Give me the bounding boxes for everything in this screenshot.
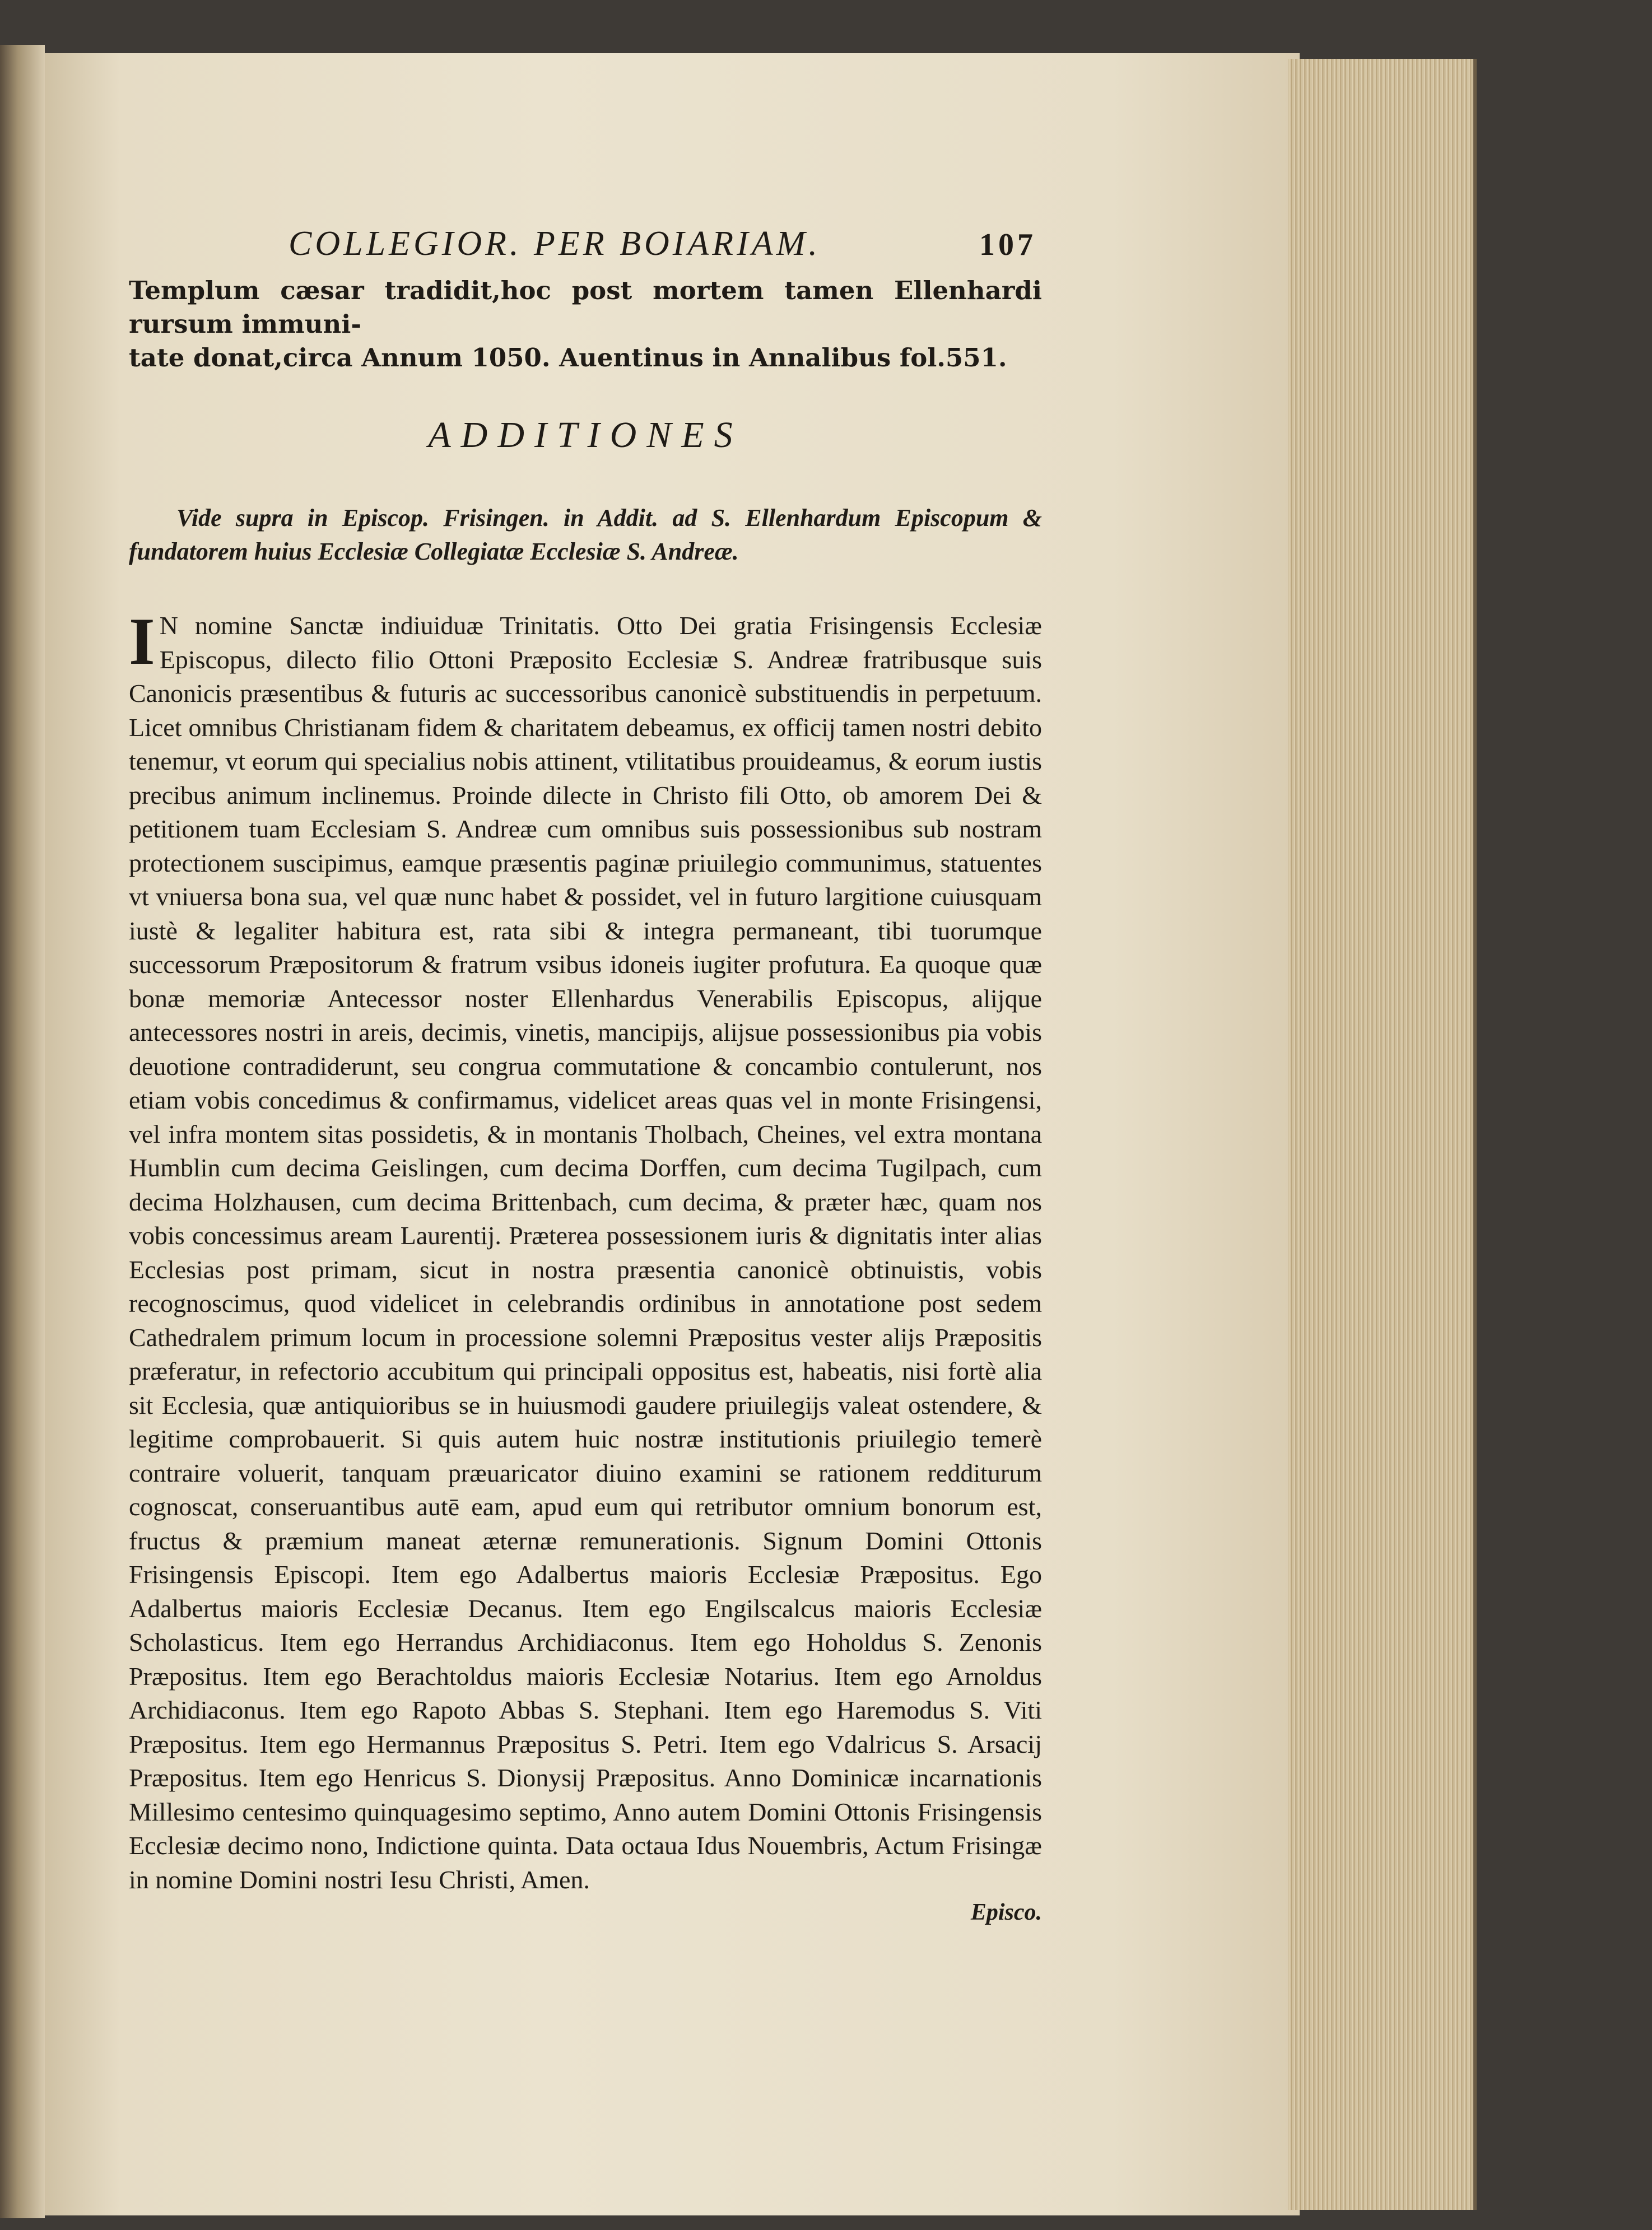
running-head xyxy=(129,224,1042,264)
page-content xyxy=(129,224,1042,1926)
intro-paragraph xyxy=(129,274,1042,375)
left-page-edge xyxy=(0,45,45,2218)
intro-line: tate donat,circa Annum 1050. Auentinus in Annalibus fol.551. xyxy=(129,343,1007,373)
charter-body: N nomine Sanctæ indiuiduæ Trinitatis. Otto Dei gratia Frisingensis Ecclesiæ Episcopus, dilecto filio Ottoni Præposito Ecclesiæ S. Andreæ fratribusque suis Canonicis præsentibus & futuris ac successoribus canonicè substituendis in perpetuum. Licet omnibus Christianam fidem & charitatem debeamus, ex officij tamen nostri debito tenemur, vt eorum qui specialius nobis attinent, vtilitatibus prouideamus, & eorum iustis precibus animum inclinemus. Proinde dilecte in Christo fili Otto, ob amorem Dei & petitionem tuam Ecclesiam S. Andreæ cum omnibus suis possessionibus sub nostram protectionem suscipimus, eamque præsentis paginæ priuilegio communimus, statuentes vt vniuersa bona sua, vel quæ nunc habet & possidet, vel in futuro largitione cuiusquam iustè & legaliter habitura est, rata sibi & integra permaneant, tibi tuorumque successorum Præpositorum & fratrum vsibus idoneis iugiter profutura. Ea quoque quæ bonæ memoriæ Antecessor noster Ellenhardus Venerabilis Episcopus, alijque antecessores nostri in areis, decimis, vinetis, mancipijs, alijsue possessionibus pia vobis deuotione contradiderunt, seu congrua commutatione & concambio contulerunt, nos etiam vobis concedimus & confirmamus, videlicet areas quas vel in monte Frisingensi, vel infra montem sitas possidetis, & in montanis Tholbach, Cheines, vel extra montana Humblin cum decima Geislingen, cum decima Dorffen, cum decima Tugilpach, cum decima Holzhausen, cum decima Brittenbach, cum decima, & præter hæc, quam nos vobis concessimus aream Laurentij. Præterea possessionem iuris & dignitatis inter alias Ecclesias post primam, sicut in nostra præsentia canonicè obtinuistis, vobis recognoscimus, quod videlicet in celebrandis ordinibus in annotatione post sedem Cathedralem primum locum in processione solemni Præpositus vester alijs Præpositis præferatur, in refectorio accubitum qui principali oppositus est, habeatis, nisi fortè alia sit Ecclesia, quæ antiquioribus se in huiusmodi gaudere priuilegijs valeat ostendere, & legitime comprobauerit. Si quis autem huic nostræ institutionis priuilegio temerè contraire voluerit, tanquam præuaricator diuino examini se rationem redditurum cognoscat, conseruantibus autē eam, apud eum qui retributor omnium bonorum est, fructus & præmium maneat æternæ remunerationis. Signum Domini Ottonis Frisingensis Episcopi. Item ego Adalbertus maioris Ecclesiæ Præpositus. Ego Adalbertus maioris Ecclesiæ Decanus. Item ego Engilscalcus maioris Ecclesiæ Scholasticus. Item ego Herrandus Archidiaconus. Item ego Hoholdus S. Zenonis Præpositus. Item ego Berachtoldus maioris Ecclesiæ Notarius. Item ego Arnoldus Archidiaconus. Item ego Rapoto Abbas S. Stephani. Item ego Haremodus S. Viti Præpositus. Item ego Hermannus Præpositus S. Petri. Item ego Vdalricus S. Arsacij Præpositus. Item ego Henricus S. Dionysij Præpositus. Anno Dominicæ incarnationis Millesimo centesimo quinquagesimo septimo, Anno autem Domini Ottonis Frisingensis Ecclesiæ decimo nono, Indictione quinta. Data octaua Idus Nouembris, Actum Frisingæ in nomine Domini nostri Iesu Christi, Amen. xyxy=(129,611,1042,1894)
charter-text xyxy=(129,604,1042,1897)
page-number: 107 xyxy=(979,227,1036,262)
intro-line: Templum cæsar tradidit,hoc post mortem tamen Ellenhardi rursum immuni- xyxy=(129,276,1042,339)
drop-cap: I xyxy=(129,604,155,678)
page-edges-fore xyxy=(1288,59,1477,2210)
catchword: Episco. xyxy=(970,1900,1042,1925)
section-heading: ADDITIONES xyxy=(428,415,743,455)
cross-reference-note: Vide supra in Episcop. Frisingen. in Addit. ad S. Ellenhardum Episcopum & fundatorem huius Ecclesiæ Collegiatæ Ecclesiæ S. Andreæ. xyxy=(129,504,1042,565)
running-head-title: COLLEGIOR. PER BOIARIAM. xyxy=(288,225,821,263)
